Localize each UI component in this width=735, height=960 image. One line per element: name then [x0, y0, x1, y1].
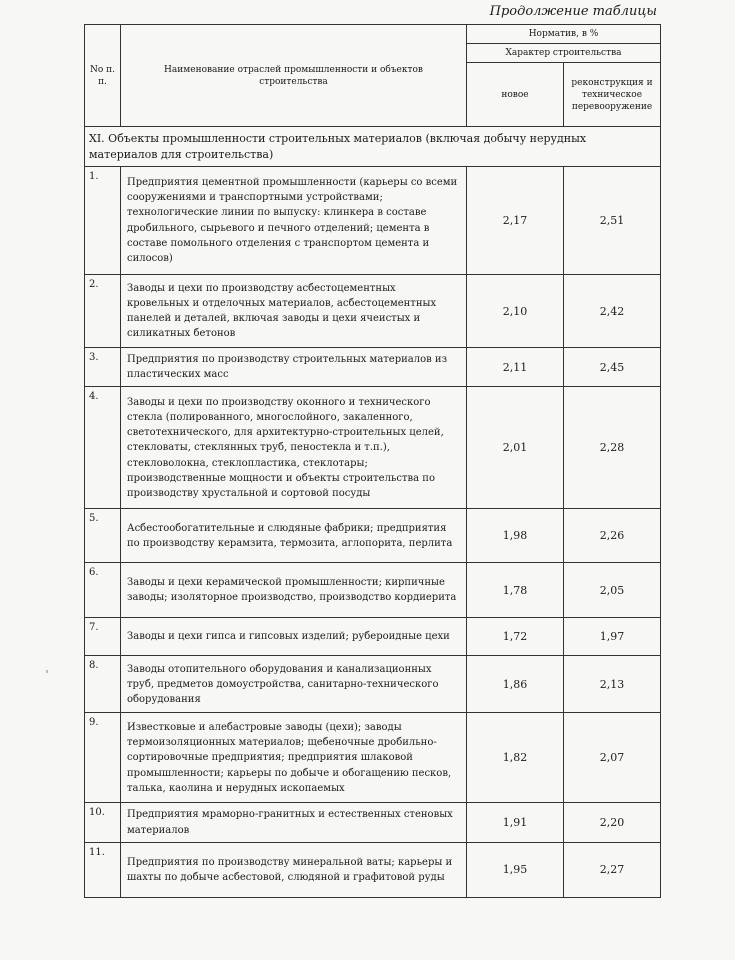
table-row — [85, 275, 661, 348]
row-number: 5. — [85, 509, 121, 563]
scan-artifact — [46, 670, 48, 673]
table-row — [85, 509, 661, 563]
row-number: 4. — [85, 387, 121, 509]
table-row — [85, 713, 661, 803]
table-row — [85, 803, 661, 842]
row-value-new: 1,98 — [467, 509, 564, 563]
row-value-recon: 2,07 — [564, 713, 661, 803]
row-number: 9. — [85, 713, 121, 803]
row-value-new: 1,82 — [467, 713, 564, 803]
row-value-new: 1,95 — [467, 842, 564, 897]
col-header-character: Характер строительства — [467, 44, 661, 63]
row-value-recon: 2,20 — [564, 803, 661, 842]
row-name: Заводы и цехи по производству оконного и технического стекла (полированного, многослойного, закаленного, светотехнического, для архитектурно-строительных целей, стекловаты, стеклянных труб, пеностекла и т.п.), стекловолокна, стеклопластика, стеклотары; производственные мощности и объекты строительства по производству хрустальной и сортовой посуды — [121, 387, 467, 509]
row-value-new: 2,17 — [467, 167, 564, 275]
row-name: Заводы и цехи керамической промышленности; кирпичные заводы; изоляторное производство, производство кордиерита — [121, 563, 467, 618]
row-number: 2. — [85, 275, 121, 348]
row-number: 10. — [85, 803, 121, 842]
norms-table — [84, 24, 661, 898]
col-header-recon: реконструкция и техническое перевооружение — [564, 63, 661, 127]
row-value-new: 2,10 — [467, 275, 564, 348]
table-row — [85, 656, 661, 713]
col-header-norm: Норматив, в % — [467, 25, 661, 44]
row-name: Предприятия цементной промышленности (карьеры со всеми сооружениями и транспортными устройствами; технологические линии по выпуску: клинкера в составе дробильного, сырьевого и печного отделений; цемента в составе помольного отделения с транспортом цемента и силосов) — [121, 167, 467, 275]
row-number: 7. — [85, 618, 121, 656]
col-header-no: No п. п. — [85, 25, 121, 127]
row-value-recon: 2,28 — [564, 387, 661, 509]
row-value-recon: 2,42 — [564, 275, 661, 348]
row-value-new: 2,11 — [467, 348, 564, 387]
row-number: 3. — [85, 348, 121, 387]
row-value-recon: 2,13 — [564, 656, 661, 713]
row-value-recon: 2,45 — [564, 348, 661, 387]
row-number: 1. — [85, 167, 121, 275]
col-header-name: Наименование отраслей промышленности и объектов строительства — [121, 25, 467, 127]
row-name: Известковые и алебастровые заводы (цехи); заводы термоизоляционных материалов; щебеночные дробильно-сортировочные предприятия; предприятия шлаковой промышленности; карьеры по добыче и обогащению песков, талька, каолина и нерудных ископаемых — [121, 713, 467, 803]
row-name: Предприятия мраморно-гранитных и естественных стеновых материалов — [121, 803, 467, 842]
table-row — [85, 618, 661, 656]
row-name: Предприятия по производству минеральной ваты; карьеры и шахты по добыче асбестовой, слюдяной и графитовой руды — [121, 842, 467, 897]
row-number: 8. — [85, 656, 121, 713]
row-value-recon: 2,26 — [564, 509, 661, 563]
row-value-new: 2,01 — [467, 387, 564, 509]
row-name: Заводы и цехи по производству асбестоцементных кровельных и отделочных материалов, асбестоцементных панелей и деталей, включая заводы и цехи ячеистых и силикатных бетонов — [121, 275, 467, 348]
row-value-new: 1,91 — [467, 803, 564, 842]
table-row — [85, 387, 661, 509]
continuation-label: Продолжение таблицы — [489, 4, 657, 19]
row-value-new: 1,72 — [467, 618, 564, 656]
row-number: 6. — [85, 563, 121, 618]
row-number: 11. — [85, 842, 121, 897]
row-value-recon: 1,97 — [564, 618, 661, 656]
row-name: Асбестообогатительные и слюдяные фабрики; предприятия по производству керамзита, термозита, аглопорита, перлита — [121, 509, 467, 563]
row-value-recon: 2,05 — [564, 563, 661, 618]
row-value-recon: 2,51 — [564, 167, 661, 275]
table-row — [85, 563, 661, 618]
row-name: Заводы и цехи гипса и гипсовых изделий; рубероидные цехи — [121, 618, 467, 656]
row-name: Предприятия по производству строительных материалов из пластических масс — [121, 348, 467, 387]
row-value-recon: 2,27 — [564, 842, 661, 897]
row-name: Заводы отопительного оборудования и канализационных труб, предметов домоустройства, санитарно-технического оборудования — [121, 656, 467, 713]
table-row — [85, 348, 661, 387]
table-row — [85, 842, 661, 897]
table-row — [85, 167, 661, 275]
row-value-new: 1,86 — [467, 656, 564, 713]
row-value-new: 1,78 — [467, 563, 564, 618]
section-title: XI. Объекты промышленности строительных материалов (включая добычу нерудных материалов для строительства) — [85, 127, 661, 167]
col-header-new: новое — [467, 63, 564, 127]
